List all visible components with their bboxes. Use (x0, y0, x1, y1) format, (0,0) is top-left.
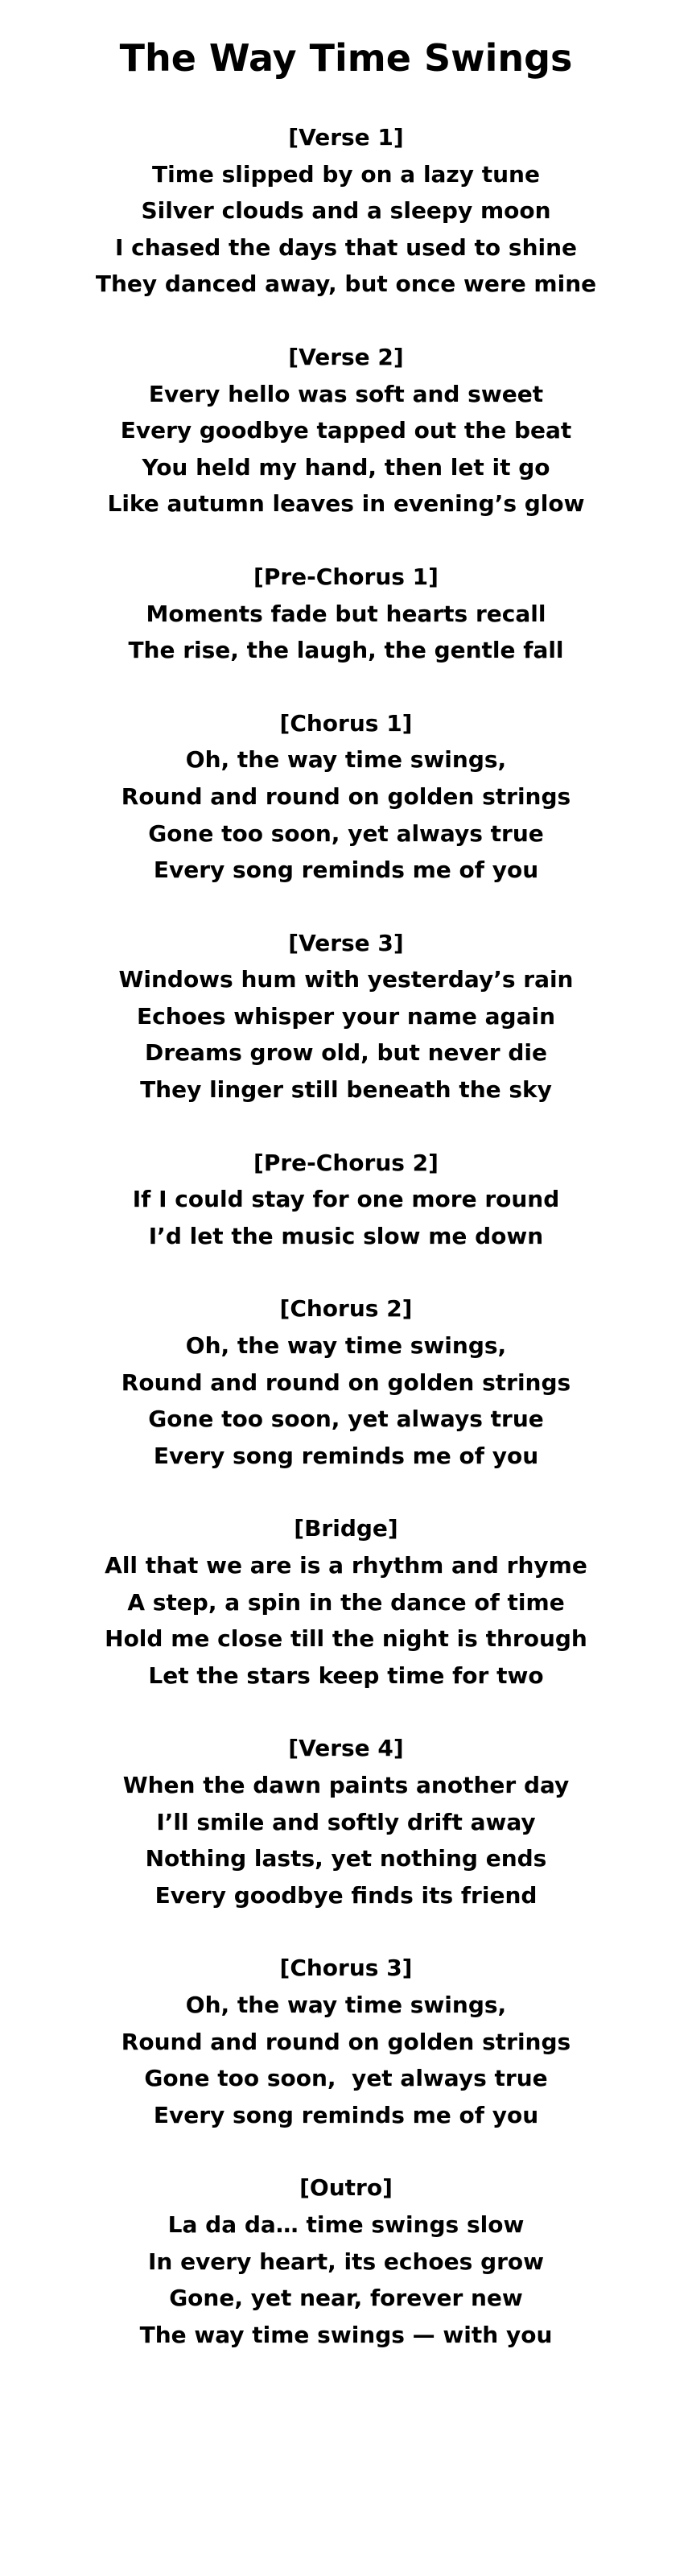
lyric-section (0, 119, 692, 303)
section-heading: [Chorus 1] (279, 709, 413, 737)
lyric-line: They danced away, but once were mine (95, 270, 597, 298)
lyric-line: Round and round on golden strings (121, 2028, 571, 2055)
lyric-line: They linger still beneath the sky (140, 1076, 552, 1104)
lyric-line: I’ll smile and softly drift away (156, 1808, 536, 1835)
lyric-line: Let the stars keep time for two (148, 1662, 544, 1689)
lyric-section (0, 559, 692, 669)
lyric-line: Time slipped by on a lazy tune (152, 160, 540, 188)
lyric-line: Windows hum with yesterday’s rain (118, 966, 574, 993)
section-heading: [Verse 4] (288, 1735, 404, 1762)
lyric-line: In every heart, its echoes grow (147, 2248, 545, 2275)
lyric-line: Round and round on golden strings (121, 782, 571, 810)
section-heading: [Bridge] (294, 1515, 398, 1542)
lyric-line: Every hello was soft and sweet (148, 380, 544, 407)
lyric-line: Silver clouds and a sleepy moon (141, 197, 551, 225)
lyric-line: Every goodbye finds its friend (154, 1881, 538, 1909)
lyric-line: Every song reminds me of you (153, 857, 539, 884)
lyric-line: Oh, the way time swings, (185, 1991, 507, 2018)
lyric-line: Round and round on golden strings (121, 1368, 571, 1396)
lyric-section (0, 1145, 692, 1255)
lyric-section (0, 705, 692, 889)
lyric-section (0, 1290, 692, 1474)
lyric-line: You held my hand, then let it go (142, 453, 550, 481)
lyric-line: Oh, the way time swings, (185, 1332, 507, 1360)
section-heading: [Verse 2] (288, 343, 404, 370)
lyric-line: Every song reminds me of you (153, 2101, 539, 2128)
lyric-line: Gone, yet near, forever new (169, 2285, 523, 2312)
lyric-line: Oh, the way time swings, (185, 746, 507, 774)
lyric-line: Gone too soon, yet always true (148, 819, 544, 847)
lyric-line: Gone too soon, yet always true (148, 1406, 544, 1433)
lyric-line: When the dawn paints another day (122, 1771, 570, 1798)
section-heading: [Chorus 3] (279, 1955, 413, 1982)
lyric-line: All that we are is a rhythm and rhyme (105, 1552, 587, 1579)
lyric-line: La da da… time swings slow (167, 2211, 525, 2238)
section-heading: [Pre-Chorus 1] (253, 563, 439, 590)
lyric-section (0, 925, 692, 1108)
lyric-line: The way time swings — with you (139, 2321, 553, 2348)
section-heading: [Chorus 2] (279, 1295, 413, 1323)
section-heading: [Verse 3] (288, 929, 404, 956)
lyric-section (0, 2169, 692, 2353)
lyric-line: I chased the days that used to shine (114, 233, 578, 261)
lyric-line: The rise, the laugh, the gentle fall (128, 637, 564, 664)
lyrics-body (0, 119, 692, 2389)
section-heading: [Pre-Chorus 2] (253, 1149, 439, 1176)
lyric-line: Every goodbye tapped out the beat (120, 417, 572, 444)
lyric-line: If I could stay for one more round (132, 1186, 560, 1213)
lyric-section (0, 1950, 692, 2133)
lyric-section (0, 339, 692, 522)
lyric-section (0, 1730, 692, 1913)
lyric-line: Dreams grow old, but never die (145, 1039, 547, 1067)
lyric-line: Hold me close till the night is through (105, 1625, 587, 1653)
lyric-line: Every song reminds me of you (153, 1442, 539, 1469)
section-heading: [Verse 1] (288, 124, 404, 151)
lyric-line: I’d let the music slow me down (148, 1222, 544, 1249)
lyric-line: Echoes whisper your name again (136, 1002, 556, 1030)
song-title: The Way Time Swings (119, 36, 573, 80)
lyric-line: Moments fade but hearts recall (146, 600, 546, 627)
lyric-line: Nothing lasts, yet nothing ends (145, 1845, 547, 1872)
lyric-section (0, 1510, 692, 1694)
lyric-line: A step, a spin in the dance of time (127, 1588, 565, 1616)
lyric-line: Gone too soon, yet always true (144, 2065, 548, 2092)
lyric-line: Like autumn leaves in evening’s glow (107, 490, 585, 518)
section-heading: [Outro] (299, 2174, 393, 2202)
